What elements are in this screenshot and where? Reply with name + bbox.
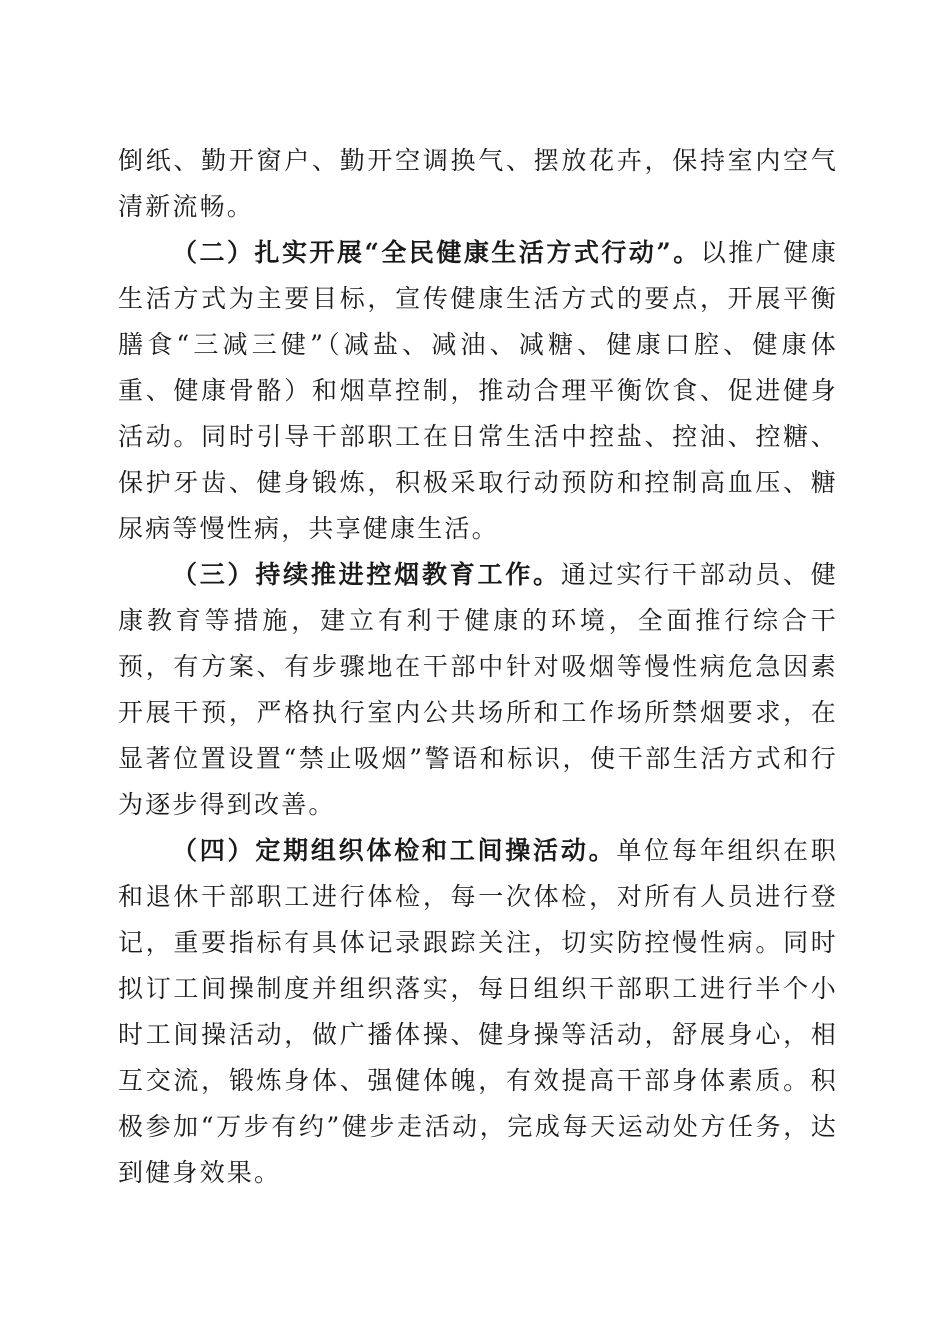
paragraph-continuation — [118, 138, 838, 230]
section-heading: （三）持续推进控烟教育工作。 — [172, 560, 561, 589]
paragraph-body: 倒纸、勤开窗户、勤开空调换气、摆放花卉，保持室内空气清新流畅。 — [118, 146, 838, 221]
section-heading: （四）定期组织体检和工间操活动。 — [172, 836, 617, 865]
paragraph-body: 单位每年组织在职和退休干部职工进行体检，每一次体检，对所有人员进行登记，重要指标有具体记录跟踪关注，切实防控慢性病。同时拟订工间操制度并组织落实，每日组织干部职工进行半个小时工间操活动，做广播体操、健身操等活动，舒展身心，相互交流，锻炼身体、强健体魄，有效提高干部身体素质。积极参加“万步有约”健步走活动，完成每天运动处方任务，达到健身效果。 — [118, 836, 839, 1187]
document-page — [118, 138, 838, 1196]
paragraph-section-4 — [118, 828, 838, 1196]
paragraph-section-3 — [118, 552, 838, 828]
section-heading: （二）扎实开展“全民健康生活方式行动”。 — [172, 238, 701, 267]
paragraph-body: 通过实行干部动员、健康教育等措施，建立有利于健康的环境，全面推行综合干预，有方案、有步骤地在干部中针对吸烟等慢性病危急因素开展干预，严格执行室内公共场所和工作场所禁烟要求，在显著位置设置“禁止吸烟”警语和标识，使干部生活方式和行为逐步得到改善。 — [118, 560, 838, 819]
paragraph-body: 以推广健康生活方式为主要目标，宣传健康生活方式的要点，开展平衡膳食“三减三健”（减盐、减油、减糖、健康口腔、健康体重、健康骨骼）和烟草控制，推动合理平衡饮食、促进健身活动。同时引导干部职工在日常生活中控盐、控油、控糖、保护牙齿、健身锻炼，积极采取行动预防和控制高血压、糖尿病等慢性病，共享健康生活。 — [118, 238, 838, 543]
paragraph-section-2 — [118, 230, 838, 552]
